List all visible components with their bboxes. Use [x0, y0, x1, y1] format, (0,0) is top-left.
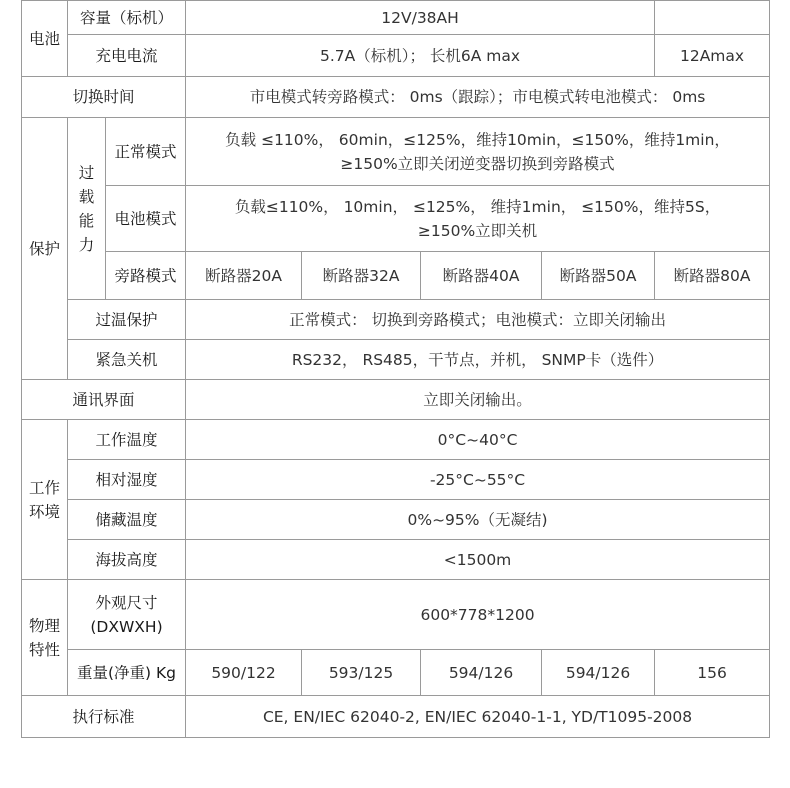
weight-cell: 156 [655, 650, 770, 696]
normal-mode-value: 负载 ≤110%， 60min，≤125%，维持10min，≤150%，维持1min， ≥150%立即关闭逆变器切换到旁路模式 [186, 118, 770, 186]
capacity-label: 容量（标机） [68, 1, 186, 35]
dimension-label: 外观尺寸 (DXWXH) [68, 580, 186, 650]
emergency-shutdown-label: 紧急关机 [68, 340, 186, 380]
altitude-label: 海拔高度 [68, 540, 186, 580]
weight-cell: 594/126 [542, 650, 655, 696]
overload-label: 过载 能力 [68, 118, 106, 300]
emergency-shutdown-value: RS232， RS485，干节点，并机， SNMP卡（选件） [186, 340, 770, 380]
spec-table [21, 0, 770, 738]
work-temp-label: 工作温度 [68, 420, 186, 460]
standard-value: CE, EN/IEC 62040-2, EN/IEC 62040-1-1, YD/T1095-2008 [186, 696, 770, 738]
battery-group-label: 电池 [22, 1, 68, 77]
capacity-value: 12V/38AH [186, 1, 655, 35]
normal-mode-label: 正常模式 [106, 118, 186, 186]
comm-interface-label: 通讯界面 [22, 380, 186, 420]
storage-temp-label: 储藏温度 [68, 500, 186, 540]
bypass-breaker-cell: 断路器32A [302, 252, 421, 300]
weight-label: 重量(净重) Kg [68, 650, 186, 696]
overtemp-value: 正常模式： 切换到旁路模式；电池模式：立即关闭输出 [186, 300, 770, 340]
charge-current-value: 5.7A（标机）； 长机6A max [186, 35, 655, 77]
humidity-value: -25°C~55°C [186, 460, 770, 500]
humidity-label: 相对湿度 [68, 460, 186, 500]
weight-cell: 594/126 [421, 650, 542, 696]
comm-interface-value: 立即关闭输出。 [186, 380, 770, 420]
switch-time-label: 切换时间 [22, 77, 186, 118]
work-temp-value: 0°C~40°C [186, 420, 770, 460]
charge-current-alt: 12Amax [655, 35, 770, 77]
capacity-value-alt [655, 1, 770, 35]
protection-group-label: 保护 [22, 118, 68, 380]
dimension-value: 600*778*1200 [186, 580, 770, 650]
weight-cell: 590/122 [186, 650, 302, 696]
bypass-breaker-cell: 断路器20A [186, 252, 302, 300]
weight-cell: 593/125 [302, 650, 421, 696]
overtemp-label: 过温保护 [68, 300, 186, 340]
switch-time-value: 市电模式转旁路模式： 0ms（跟踪）；市电模式转电池模式： 0ms [186, 77, 770, 118]
physical-group-label: 物理 特性 [22, 580, 68, 696]
bypass-breaker-cell: 断路器80A [655, 252, 770, 300]
standard-label: 执行标准 [22, 696, 186, 738]
charge-current-label: 充电电流 [68, 35, 186, 77]
storage-temp-value: 0%~95%（无凝结) [186, 500, 770, 540]
battery-mode-label: 电池模式 [106, 186, 186, 252]
battery-mode-value: 负载≤110%， 10min， ≤125%， 维持1min， ≤150%，维持5S， ≥150%立即关机 [186, 186, 770, 252]
altitude-value: <1500m [186, 540, 770, 580]
bypass-mode-label: 旁路模式 [106, 252, 186, 300]
bypass-breaker-cell: 断路器40A [421, 252, 542, 300]
environment-group-label: 工作 环境 [22, 420, 68, 580]
bypass-breaker-cell: 断路器50A [542, 252, 655, 300]
